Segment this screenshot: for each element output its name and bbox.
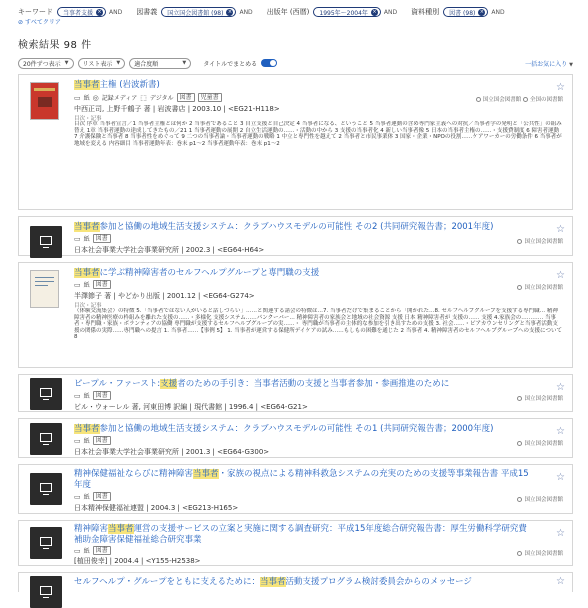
badge-book: 図書	[93, 436, 111, 445]
favorite-star-icon[interactable]: ☆	[556, 382, 565, 393]
format-badges	[74, 93, 222, 102]
library-icon	[523, 97, 528, 102]
holding-info	[517, 495, 563, 503]
search-filters	[0, 0, 588, 28]
title-highlight: 当事者	[193, 469, 219, 479]
remove-icon[interactable]: ×	[372, 8, 377, 15]
chevron-down-icon: ▼	[64, 60, 69, 66]
cover-block	[38, 97, 52, 107]
favorite-star-icon[interactable]: ☆	[556, 576, 565, 587]
view-select[interactable]	[78, 58, 126, 69]
favorite-star-icon[interactable]: ☆	[556, 426, 565, 437]
badge-paper: 紙	[83, 95, 90, 102]
title-part: 精神保健福祉ならびに精神障害	[74, 469, 194, 479]
remove-icon[interactable]: ×	[97, 8, 102, 15]
no-image-thumbnail[interactable]	[30, 378, 62, 410]
no-image-thumbnail[interactable]	[30, 226, 62, 258]
cover-line	[35, 281, 54, 282]
title-part: ・家族の視点による精神科救急システムの充実のための支援等事業報告書 平成15年度	[74, 469, 529, 490]
no-image-thumbnail[interactable]	[30, 473, 62, 505]
chevron-down-icon: ▼	[116, 60, 121, 66]
monitor-icon	[40, 433, 52, 442]
paper-icon: ▭	[74, 436, 81, 445]
operator-label: AND	[383, 8, 398, 16]
library-icon	[517, 497, 522, 502]
format-badges	[74, 492, 111, 501]
keyword-chip[interactable]	[57, 7, 106, 17]
favorite-star-icon[interactable]: ☆	[556, 270, 565, 281]
format-badges	[74, 280, 111, 289]
title-part: 者のための手引き：当事者活動の支援と当事者参加・参画推進のために	[177, 379, 450, 389]
chevron-down-icon: ▼	[182, 60, 187, 66]
holder-label: 国立国会図書館	[524, 551, 563, 557]
title-group-toggle[interactable]	[261, 59, 277, 67]
monitor-stand	[43, 444, 49, 445]
result-title[interactable]	[74, 268, 534, 279]
paper-icon: ▭	[74, 93, 81, 102]
monitor-stand	[43, 399, 49, 400]
title-highlight: 当事者	[108, 524, 134, 534]
badge-paper: 紙	[83, 438, 90, 445]
monitor-stand	[43, 247, 49, 248]
result-title[interactable]	[74, 577, 534, 588]
view-value: リスト表示	[82, 60, 113, 68]
title-part: 活動支援プログラム検討委員会からのメッセージ	[285, 577, 472, 587]
result-card[interactable]	[18, 262, 573, 368]
title-highlight: 当事者	[74, 268, 100, 278]
result-card[interactable]	[18, 572, 573, 592]
holding-info	[517, 394, 563, 402]
sort-select[interactable]	[129, 58, 191, 69]
result-title[interactable]	[74, 524, 534, 546]
type-label: 図書義	[136, 8, 158, 16]
favorite-star-icon[interactable]: ☆	[556, 472, 565, 483]
favorite-star-icon[interactable]: ☆	[556, 82, 565, 93]
result-card[interactable]	[18, 418, 573, 458]
holder-label: 国立国会図書館	[524, 441, 563, 447]
operator-label: AND	[109, 8, 123, 16]
source-chip[interactable]	[161, 7, 236, 17]
title-highlight: 当事者	[74, 80, 100, 90]
format-badges	[74, 234, 111, 243]
result-meta: 日本精神保健福祉連盟 | 2004.3 | <EG213-H165>	[74, 504, 239, 512]
snippet-label: 目次・記事	[74, 116, 102, 122]
badge-paper: 紙	[83, 393, 90, 400]
result-card[interactable]	[18, 374, 573, 412]
result-title[interactable]	[74, 424, 534, 435]
library-icon	[517, 396, 522, 401]
holder-label: 国立国会図書館	[524, 497, 563, 503]
result-meta: 半澤節子 著 | やどかり出版 | 2001.12 | <EG64-G274>	[74, 292, 255, 300]
holding-info	[517, 549, 563, 557]
title-part: に学ぶ精神障害者のセルフヘルプグループと専門職の支援	[99, 268, 320, 278]
badge-book: 図書	[93, 234, 111, 243]
title-part: セルフヘルプ・グループをともに支えるために：	[74, 577, 260, 587]
digital-icon: ⬚	[140, 93, 147, 102]
badge-paper: 紙	[83, 282, 90, 289]
keyword-chip-label: 当事者支援	[63, 9, 94, 17]
holder-label: 国立国会図書館	[482, 97, 522, 103]
holder-label: 国立国会図書館	[524, 285, 563, 291]
monitor-icon	[40, 388, 52, 397]
result-title[interactable]	[74, 222, 534, 233]
favorite-star-icon[interactable]: ☆	[556, 528, 565, 539]
badge-paper: 紙	[83, 548, 90, 555]
favorite-star-icon[interactable]: ☆	[556, 224, 565, 235]
title-highlight: 当事者	[259, 577, 286, 587]
format-badges	[74, 436, 111, 445]
monitor-icon	[40, 483, 52, 492]
result-meta: 日本社会事業大学社会事業研究所 | 2001.3 | <EG64-G300>	[74, 448, 270, 456]
monitor-stand	[43, 597, 49, 598]
cover-line	[35, 277, 54, 278]
result-card[interactable]	[18, 520, 573, 566]
book-chip[interactable]	[443, 7, 488, 17]
result-meta: 日本社会事業大学社会事業研究所 | 2002.3 | <EG64-H64>	[74, 246, 265, 254]
result-meta: 中西正司, 上野千鶴子 著 | 岩波書店 | 2003.10 | <EG21-H118>	[74, 105, 280, 113]
holder-label: 国立国会図書館	[524, 239, 563, 245]
title-part: 主権 (岩波新書)	[99, 80, 160, 90]
source-chip-label: 国立国会図書館 (98)	[167, 9, 224, 17]
result-meta: [植田俊幸] | 2004.4 | <Y155-H2538>	[74, 557, 201, 565]
badge-book: 図書	[93, 280, 111, 289]
library-icon	[517, 551, 522, 556]
clear-all-link[interactable]	[18, 17, 61, 26]
per-page-select[interactable]	[18, 58, 74, 69]
cover-band	[34, 88, 55, 91]
result-snippet: （体験交流集会）の特徴 5.「当事者ではない人がいると話しづらい」……と関連する諸会の特徴は…7. 当事者だけで集まることから「開かれた…8. セルフヘルプグループを支援する専門職… 精神障害者の精神医療の枠組みを離れた支援の……・多様化 支援システム……パンクーバー… 精神障害者の家族会と地域の社会資源 支援 日本 精神障害者が 支援の…… 支援 4.家族会の………… 当事者・専門職・家族・ボランティアの協働 専門職が支援するセルフヘルプグループの実……・ 専門職が当事者の主体的な参加を引き出すための支援 3. 社会……・ピアカウンセリングと当事者活動支援の関係の実際……専門職への提言 1. 当事者……【事例 5】 1. 当事者が運営する保健所デイケアの試み……もしもの困難を通じた 2 当事者 4. 精神障害者のセルフヘルプグループへの支援について 8	[74, 308, 562, 341]
title-part: 運営の支援サービスの立案と実施に関する調査研究：平成15年度総合研究報告書：厚生労働科学研究費補助金障害保健福祉総合研究事業	[74, 524, 527, 545]
result-snippet: 目次 序章 当事者宣言／1 当事者主権とは何か 2 当事者であること 3 自立支援と自己決定 4 当事者になる、ということ 5 当事者運動の含め専門家主義への対抗／当事者学の発明と「公共性」の組み替え 1章 当事者運動の達成してきたもの／21 1 当事者運動の展開 2 自立生活運動の……・活動の中から 3 支援の当事者化 4 新しい当事者像 5 日本の当事者主権の……・支援費制度 6 障害者運動 7 介護保険と当事者 8 当事者性をめぐって 9 二つの当事者論・当事者運動の戦略 1 中立と専門性を越えて 2 当事者と市民事業体 3 国家・企業・NPOの役割……ケアワーカーの労働条件 6 当事者が地域を変える 内容細目 当事者運動年表：巻末 p1〜2 当事者運動年表：巻末 p1〜2	[74, 121, 562, 147]
book-chip-label: 図書 (98)	[449, 9, 476, 17]
monitor-icon	[40, 537, 52, 546]
type2-label: 資料種別	[411, 8, 440, 16]
badge-book: 図書	[93, 546, 111, 555]
chevron-down-icon: ▼	[569, 61, 573, 68]
badge-paper: 紙	[83, 236, 90, 243]
per-page-value: 20件ずつ表示	[23, 60, 61, 68]
operator-label: AND	[491, 8, 505, 16]
title-part: ピープル・ファースト:	[74, 379, 161, 389]
holding-info	[517, 237, 563, 245]
title-highlight: 支援	[160, 379, 178, 389]
no-image-thumbnail[interactable]	[30, 527, 62, 559]
monitor-stand	[43, 494, 49, 495]
badge-digital: デジタル	[149, 95, 174, 102]
remove-icon[interactable]: ×	[227, 8, 233, 15]
clear-icon: ⊘	[18, 19, 24, 26]
no-image-thumbnail[interactable]	[30, 576, 62, 608]
badge-children: 児童書	[198, 93, 222, 102]
holding-info	[517, 283, 563, 291]
paper-icon: ▭	[74, 391, 81, 400]
result-card[interactable]	[18, 464, 573, 514]
library-icon	[476, 97, 481, 102]
media-icon: ◎	[92, 93, 99, 102]
paper-icon: ▭	[74, 492, 81, 501]
monitor-icon	[40, 236, 52, 245]
year-chip[interactable]	[313, 7, 381, 17]
result-meta: ビル・ウォーレル 著, 河東田博 訳編 | 現代書館 | 1996.4 | <EG64-G21>	[74, 403, 308, 411]
year-chip-label: 1995年〜2004年	[319, 9, 368, 17]
no-image-thumbnail[interactable]	[30, 423, 62, 455]
bulk-favorite-label: 一括お気に入り	[525, 60, 568, 68]
title-part: 参加と協働の地域生活支援システム：クラブハウスモデルの可能性 その1 (共同研究報告書；2000年度)	[99, 424, 494, 434]
library-icon	[517, 285, 522, 290]
format-badges	[74, 546, 111, 555]
title-part: 精神障害	[74, 524, 109, 534]
badge-book: 図書	[93, 391, 111, 400]
badge-media: 記録メディア	[101, 95, 138, 102]
title-highlight: 当事者	[74, 424, 100, 434]
title-highlight: 当事者	[74, 222, 100, 232]
result-card[interactable]	[18, 216, 573, 256]
holding-info	[476, 95, 563, 103]
keyword-label: キーワード	[18, 8, 53, 16]
results-toolbar	[18, 56, 573, 70]
monitor-icon	[40, 586, 52, 595]
book-cover-thumbnail[interactable]	[30, 82, 59, 120]
result-title[interactable]	[74, 469, 534, 491]
paper-icon: ▭	[74, 280, 81, 289]
library-icon	[517, 239, 522, 244]
result-title[interactable]	[74, 379, 534, 390]
snippet-label: 目次・記事	[74, 303, 102, 309]
bulk-favorite-menu[interactable]	[525, 59, 573, 68]
operator-label: AND	[239, 8, 253, 16]
remove-icon[interactable]: ×	[479, 8, 484, 15]
book-cover-thumbnail[interactable]	[30, 270, 59, 308]
year-label: 出版年 (西暦)	[266, 8, 310, 16]
sort-value: 適合度順	[134, 60, 159, 68]
cover-line	[35, 285, 48, 286]
format-badges	[74, 391, 111, 400]
badge-book: 図書	[177, 93, 195, 102]
paper-icon: ▭	[74, 234, 81, 243]
holder-sub-label: 全国の図書館	[529, 97, 563, 103]
result-card[interactable]	[18, 74, 573, 210]
title-group-label: タイトルでまとめる	[203, 60, 258, 68]
holder-label: 国立国会図書館	[524, 396, 563, 402]
title-part: 参加と協働の地域生活支援システム：クラブハウスモデルの可能性 その2 (共同研究報告書；2001年度)	[99, 222, 494, 232]
badge-book: 図書	[93, 492, 111, 501]
holding-info	[517, 439, 563, 447]
library-icon	[517, 441, 522, 446]
clear-all-label: すべてクリア	[24, 19, 61, 26]
results-count: 検索結果 98 件	[18, 40, 92, 51]
result-title[interactable]	[74, 80, 534, 91]
paper-icon: ▭	[74, 546, 81, 555]
badge-paper: 紙	[83, 494, 90, 501]
monitor-stand	[43, 548, 49, 549]
